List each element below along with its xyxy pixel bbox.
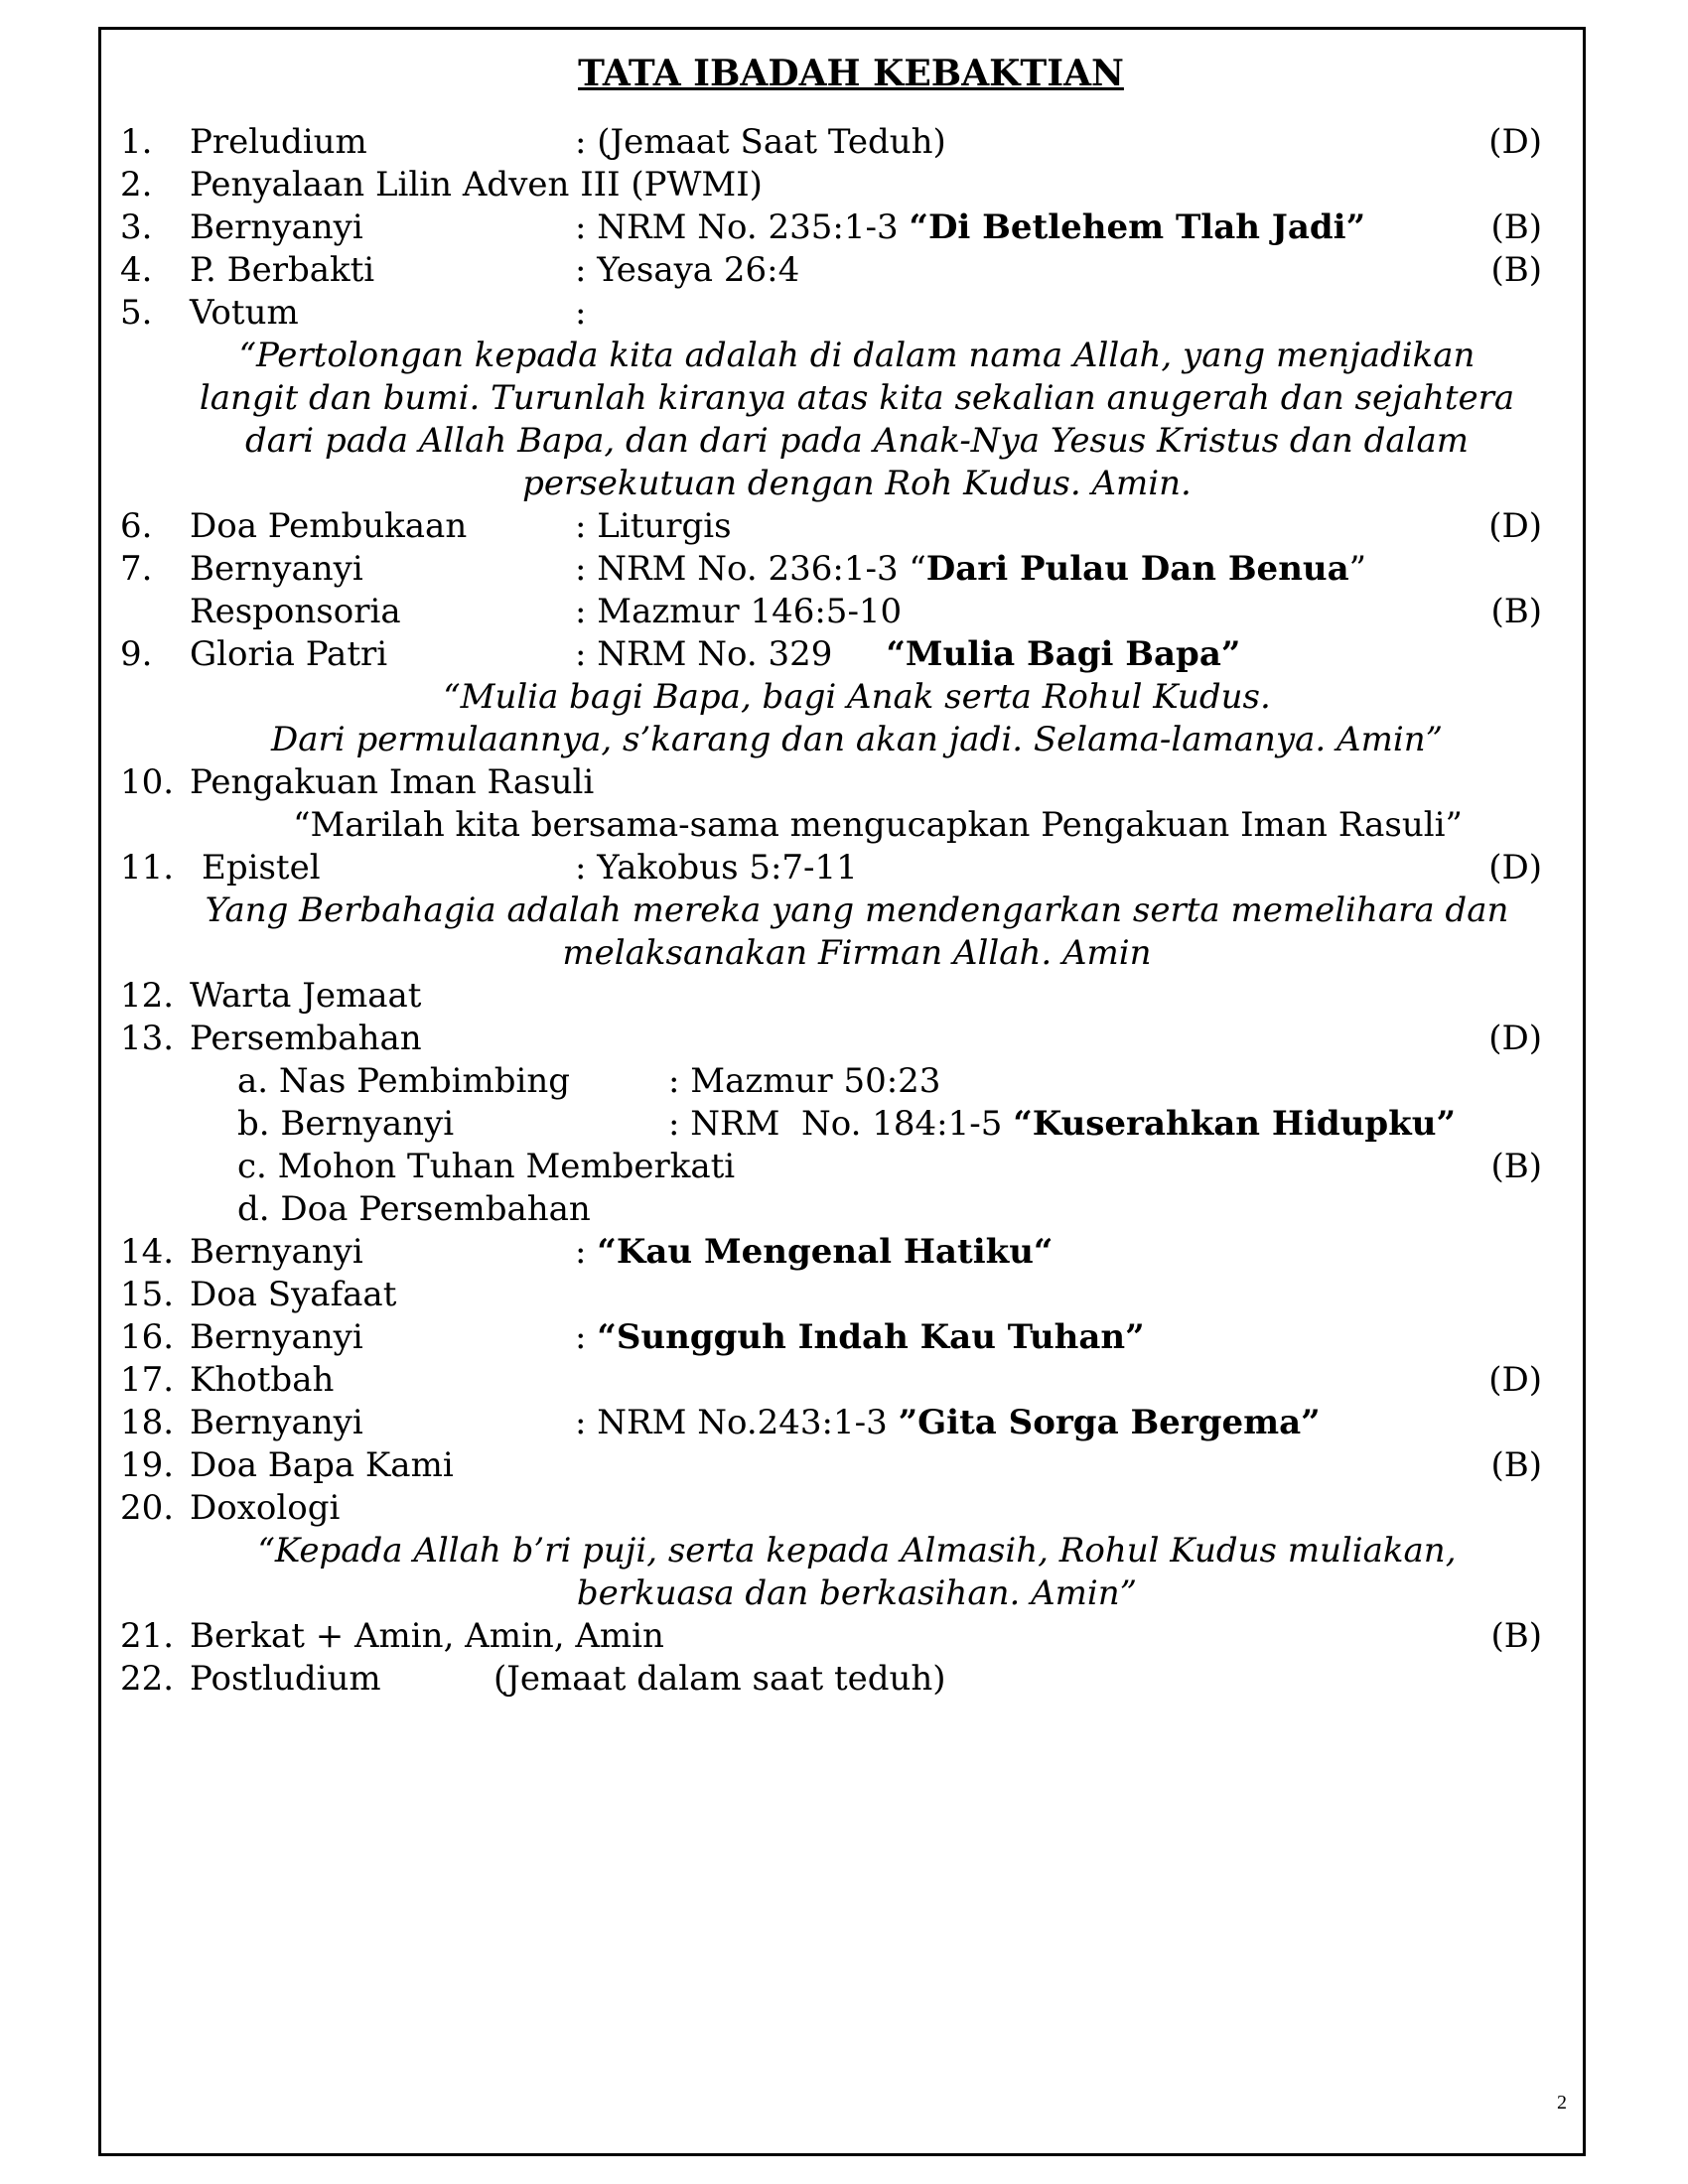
- liturgy-item: [120, 164, 1566, 206]
- role-code: (B): [1490, 1616, 1542, 1656]
- votum-text-line: langit dan bumi. Turunlah kiranya atas kita sekalian anugerah dan sejahtera: [199, 378, 1515, 418]
- page-title: TATA IBADAH KEBAKTIAN: [578, 53, 1124, 94]
- item-number: 22.: [120, 1659, 175, 1699]
- gloria-text-line: “Mulia bagi Bapa, bagi Anak serta Rohul Kudus.: [443, 677, 1271, 717]
- liturgy-item: [120, 249, 1566, 292]
- item-label: P. Berbakti: [190, 250, 375, 290]
- page-number: 2: [1557, 2092, 1567, 2114]
- item-value: [575, 206, 1365, 249]
- liturgy-item: [120, 121, 1566, 164]
- item-number: 17.: [120, 1360, 175, 1400]
- item-label: Doa Bapa Kami: [190, 1445, 454, 1485]
- role-code: (B): [1490, 250, 1542, 290]
- liturgy-item: [120, 1274, 1566, 1316]
- item-number: 11.: [120, 848, 175, 887]
- role-code: (B): [1490, 592, 1542, 631]
- item-label: Bernyanyi: [190, 1403, 363, 1442]
- item-label: Bernyanyi: [190, 1232, 363, 1272]
- sub-item-label: b. Bernyanyi: [237, 1104, 455, 1144]
- liturgy-item: [120, 1231, 1566, 1274]
- liturgy-item: [120, 1615, 1566, 1658]
- item-value: : “Kau Mengenal Hatiku“: [575, 1232, 1054, 1272]
- item-label: Votum: [190, 293, 299, 333]
- liturgy-item: [120, 1018, 1566, 1060]
- item-label: Pengakuan Iman Rasuli: [190, 762, 595, 802]
- epistle-text-line: Yang Berbahagia adalah mereka yang mendengarkan serta memelihara dan: [205, 890, 1509, 930]
- sub-item: [120, 1060, 1566, 1103]
- votum-text-line: persekutuan dengan Roh Kudus. Amin.: [522, 464, 1192, 503]
- item-label: Doa Pembukaan: [190, 506, 468, 546]
- item-number: 5.: [120, 293, 153, 333]
- hymn-reference: : NRM No. 184:1-5: [668, 1104, 1014, 1144]
- sub-item-value: : Mazmur 50:23: [668, 1061, 941, 1101]
- sub-item: [120, 1103, 1566, 1146]
- role-code: (D): [1488, 506, 1542, 546]
- item-value: : (Jemaat Saat Teduh): [575, 122, 946, 162]
- liturgy-item: [120, 505, 1566, 548]
- item-value: : Liturgis: [575, 506, 732, 546]
- item-label: Doxologi: [190, 1488, 341, 1528]
- item-number: 21.: [120, 1616, 175, 1656]
- doxology-text-line: “Kepada Allah b’ri puji, serta kepada Almasih, Rohul Kudus muliakan,: [257, 1531, 1457, 1570]
- item-value: : NRM No. 236:1-3 “Dari Pulau Dan Benua”: [575, 549, 1367, 589]
- item-value: : Mazmur 146:5-10: [575, 592, 903, 631]
- role-code: (B): [1490, 207, 1542, 247]
- liturgy-item: [120, 847, 1566, 889]
- item-label: Doa Syafaat: [190, 1275, 397, 1314]
- liturgy-item: [120, 1316, 1566, 1359]
- liturgy-item: [120, 591, 1566, 633]
- item-label: Persembahan: [190, 1019, 422, 1058]
- item-number: 13.: [120, 1019, 175, 1058]
- item-label: Responsoria: [190, 592, 401, 631]
- epistle-text-line: melaksanakan Firman Allah. Amin: [562, 933, 1152, 973]
- liturgy-item: [120, 1487, 1566, 1530]
- song-title: ”Gita Sorga Bergema”: [898, 1403, 1321, 1442]
- sub-item-label: d. Doa Persembahan: [237, 1189, 591, 1229]
- item-number: 4.: [120, 250, 153, 290]
- item-number: 18.: [120, 1403, 175, 1442]
- hymn-reference: : NRM No. 236:1-3: [575, 549, 910, 589]
- item-number: 2.: [120, 165, 153, 205]
- sub-item: [120, 1146, 1566, 1188]
- sub-item-value: [668, 1103, 1456, 1146]
- role-code: (D): [1488, 122, 1542, 162]
- item-label: Gloria Patri: [190, 634, 388, 674]
- doxology-text-line: berkuasa dan berkasihan. Amin”: [576, 1573, 1138, 1613]
- hymn-reference: : NRM No. 329: [575, 634, 833, 674]
- item-value: [575, 1402, 1321, 1444]
- item-number: 20.: [120, 1488, 175, 1528]
- item-label: Berkat + Amin, Amin, Amin: [190, 1616, 664, 1656]
- item-label: Preludium: [190, 122, 367, 162]
- song-title: “Mulia Bagi Bapa”: [886, 634, 1241, 674]
- sub-item-label: a. Nas Pembimbing: [237, 1061, 571, 1101]
- role-code: (B): [1490, 1147, 1542, 1186]
- hymn-reference: : NRM No.243:1-3: [575, 1403, 899, 1442]
- votum-text-line: dari pada Allah Bapa, dan dari pada Anak-Nya Yesus Kristus dan dalam: [244, 421, 1470, 461]
- item-value: :: [575, 293, 587, 333]
- role-code: (D): [1488, 848, 1542, 887]
- item-number: 9.: [120, 634, 153, 674]
- song-title: “Di Betlehem Tlah Jadi”: [909, 207, 1366, 247]
- liturgy-item: [120, 761, 1566, 804]
- liturgy-document: [120, 44, 1566, 1701]
- liturgy-item: [120, 292, 1566, 335]
- song-title: Dari Pulau Dan Benua: [925, 549, 1349, 589]
- item-number: 12.: [120, 976, 175, 1016]
- liturgy-item: [120, 548, 1566, 591]
- liturgy-item: [120, 1359, 1566, 1402]
- liturgy-item: [120, 206, 1566, 249]
- sub-item: [120, 1188, 1566, 1231]
- role-code: (B): [1490, 1445, 1542, 1485]
- liturgy-item: [120, 633, 1566, 676]
- song-title: “Sungguh Indah Kau Tuhan”: [597, 1317, 1145, 1357]
- item-value: (Jemaat dalam saat teduh): [493, 1659, 946, 1699]
- item-label: Khotbah: [190, 1360, 335, 1400]
- item-label: Epistel: [202, 848, 321, 887]
- liturgy-item: [120, 1444, 1566, 1487]
- song-title: “Kau Mengenal Hatiku“: [597, 1232, 1054, 1272]
- role-code: (D): [1488, 1019, 1542, 1058]
- item-label: Bernyanyi: [190, 1317, 363, 1357]
- sub-item-label: c. Mohon Tuhan Memberkati: [237, 1147, 736, 1186]
- item-value: : “Sungguh Indah Kau Tuhan”: [575, 1317, 1145, 1357]
- hymn-reference: : NRM No. 235:1-3: [575, 207, 910, 247]
- gloria-text-line: Dari permulaannya, s’karang dan akan jadi. Selama-lamanya. Amin”: [271, 720, 1443, 759]
- item-label: Postludium: [190, 1659, 381, 1699]
- item-number: 16.: [120, 1317, 175, 1357]
- item-value: : Yakobus 5:7-11: [575, 848, 858, 887]
- item-number: 7.: [120, 549, 153, 589]
- item-number: 3.: [120, 207, 153, 247]
- item-value: [575, 633, 1240, 676]
- creed-intro-line: “Marilah kita bersama-sama mengucapkan Pengakuan Iman Rasuli”: [293, 805, 1463, 845]
- role-code: (D): [1488, 1360, 1542, 1400]
- liturgy-item: [120, 1658, 1566, 1701]
- item-number: 14.: [120, 1232, 175, 1272]
- liturgy-item: [120, 1402, 1566, 1444]
- votum-text-line: “Pertolongan kepada kita adalah di dalam nama Allah, yang menjadikan: [238, 336, 1476, 375]
- item-label: Warta Jemaat: [190, 976, 422, 1016]
- item-value: : Yesaya 26:4: [575, 250, 800, 290]
- song-title: “Kuserahkan Hidupku”: [1013, 1104, 1457, 1144]
- item-number: 19.: [120, 1445, 175, 1485]
- item-number: 10.: [120, 762, 175, 802]
- item-label: Bernyanyi: [190, 549, 363, 589]
- item-number: 1.: [120, 122, 153, 162]
- item-number: 15.: [120, 1275, 175, 1314]
- item-label: Penyalaan Lilin Adven III (PWMI): [190, 165, 763, 205]
- liturgy-item: [120, 975, 1566, 1018]
- item-label: Bernyanyi: [190, 207, 363, 247]
- item-number: 6.: [120, 506, 153, 546]
